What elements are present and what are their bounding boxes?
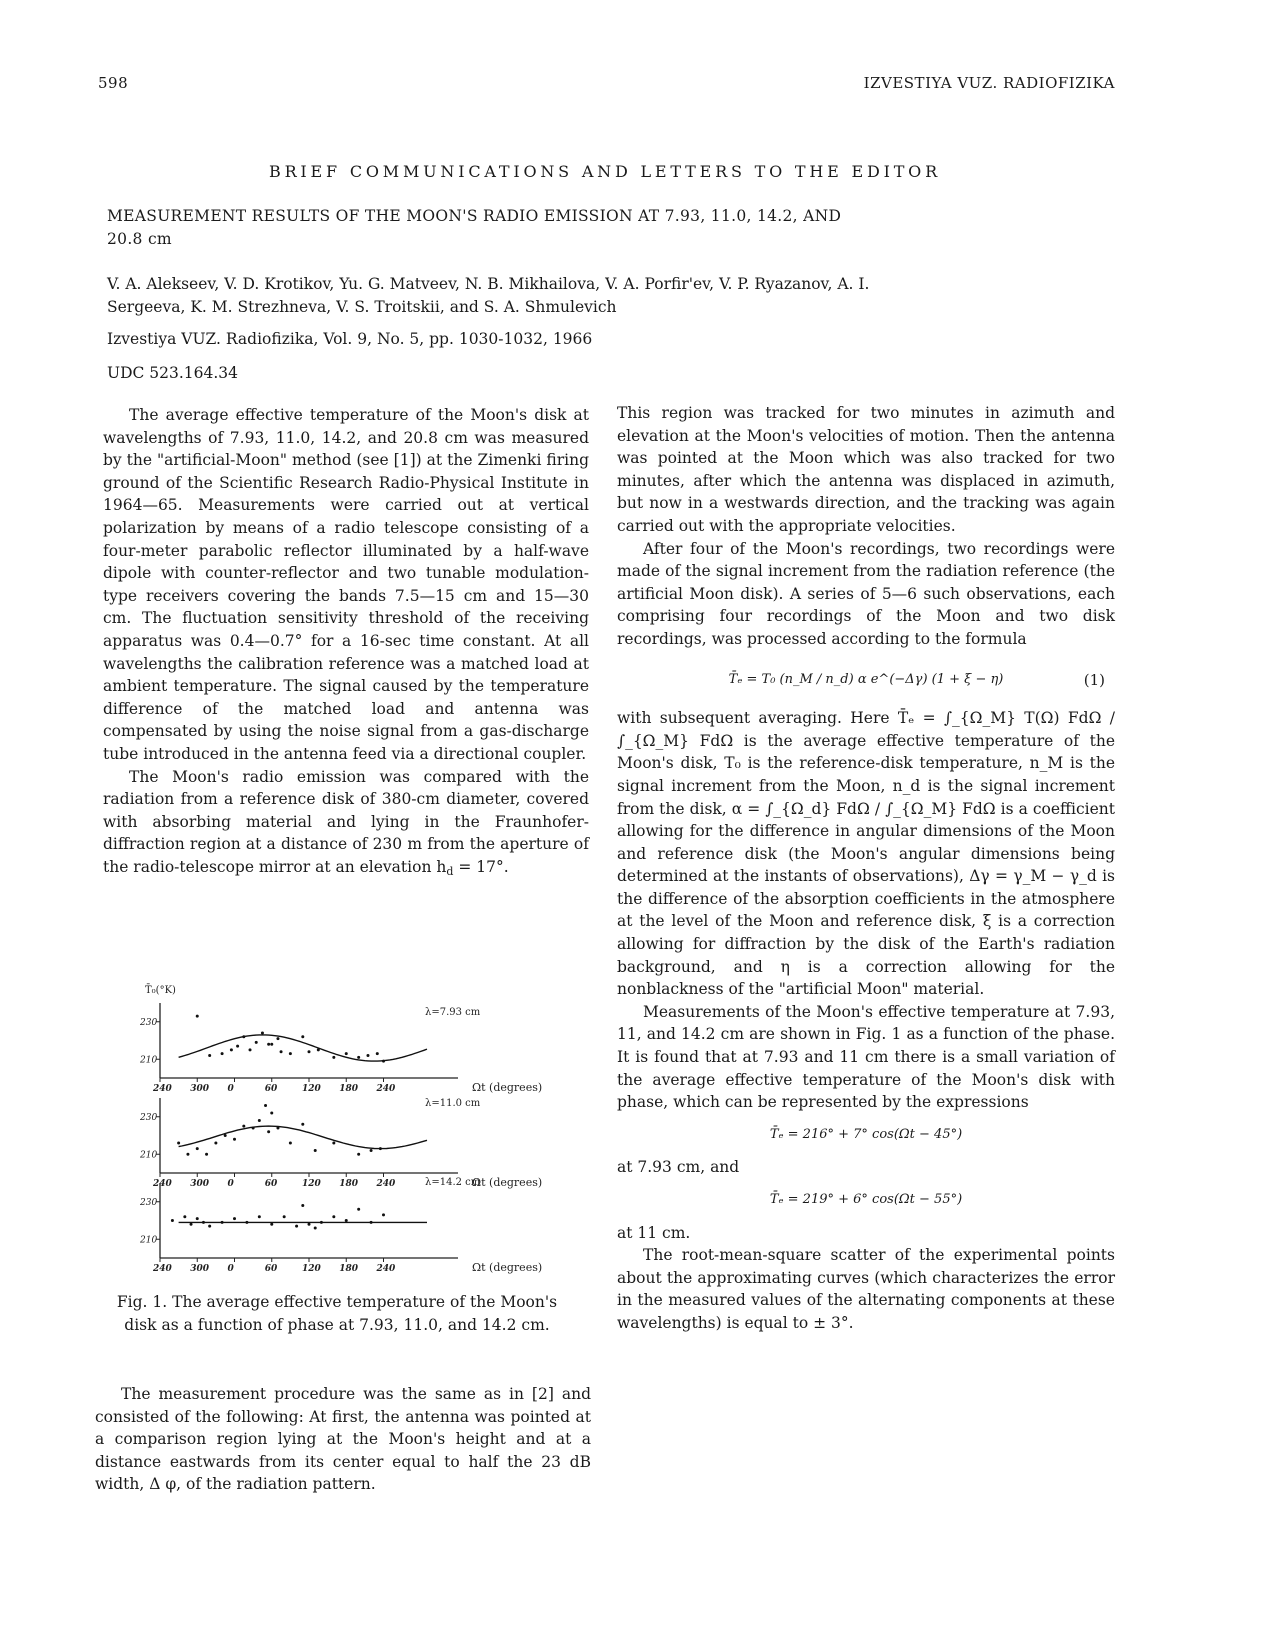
data-point bbox=[357, 1153, 360, 1156]
x-tick-label: 60 bbox=[264, 1264, 278, 1274]
data-point bbox=[332, 1142, 335, 1145]
section-heading: BRIEF COMMUNICATIONS AND LETTERS TO THE EDITOR bbox=[269, 162, 941, 181]
data-point bbox=[283, 1215, 286, 1218]
data-point bbox=[345, 1219, 348, 1222]
data-point bbox=[308, 1223, 311, 1226]
journal-name: IZVESTIYA VUZ. RADIOFIZIKA bbox=[863, 74, 1115, 92]
x-tick-label: 120 bbox=[302, 1264, 321, 1274]
x-axis-label: Ωt (degrees) bbox=[472, 1081, 543, 1094]
data-point bbox=[221, 1052, 224, 1055]
data-point bbox=[357, 1208, 360, 1211]
data-point bbox=[190, 1223, 193, 1226]
y-axis-label: T̄₀(°K) bbox=[145, 985, 176, 996]
data-point bbox=[196, 1147, 199, 1150]
chart-panel-1 bbox=[140, 1003, 542, 1094]
y-tick-label: 230 bbox=[140, 1112, 158, 1123]
x-tick-label: 240 bbox=[376, 1179, 396, 1189]
data-point bbox=[376, 1052, 379, 1055]
data-point bbox=[345, 1052, 348, 1055]
x-tick-label: 240 bbox=[153, 1084, 172, 1094]
data-point bbox=[370, 1149, 373, 1152]
data-point bbox=[308, 1050, 311, 1053]
data-point bbox=[332, 1056, 335, 1059]
data-point bbox=[270, 1043, 273, 1046]
paragraph: The Moon's radio emission was compared with the radiation from a reference disk of 380-cm diameter, covered with absorbing material and lying in the Fraunhofer-diffraction region at a distance of 230 m from the aperture of the radio-telescope mirror at an elevation $h_d = 17^\circ$. bbox=[103, 767, 589, 878]
data-point bbox=[255, 1041, 258, 1044]
left-column-bottom bbox=[95, 1383, 591, 1496]
data-point bbox=[236, 1045, 239, 1048]
data-point bbox=[230, 1048, 233, 1051]
x-tick-label: 120 bbox=[302, 1179, 321, 1189]
y-tick-label: 210 bbox=[140, 1055, 158, 1066]
data-point bbox=[258, 1119, 261, 1122]
x-tick-label: 180 bbox=[339, 1084, 359, 1094]
data-point bbox=[301, 1035, 304, 1038]
data-point bbox=[258, 1215, 261, 1218]
y-tick-label: 210 bbox=[140, 1150, 158, 1161]
data-point bbox=[249, 1048, 252, 1051]
paper-title: MEASUREMENT RESULTS OF THE MOON'S RADIO EMISSION AT 7.93, 11.0, 14.2, AND 20.8 cm bbox=[107, 207, 842, 248]
series-title: λ=14.2 cm bbox=[425, 1177, 481, 1188]
fit-curve bbox=[179, 1126, 427, 1149]
equation-1 bbox=[617, 669, 1115, 692]
data-point bbox=[264, 1104, 267, 1107]
x-tick-label: 300 bbox=[190, 1084, 210, 1094]
series-title: λ=11.0 cm bbox=[425, 1098, 481, 1109]
x-tick-label: 240 bbox=[376, 1084, 396, 1094]
paragraph: with subsequent averaging. Here T̄ₑ = ∫_{Ω_M} T(Ω) FdΩ / ∫_{Ω_M} FdΩ is the average effective temperature of the Moon's disk, T₀ is the reference-disk temperature, n_M is the signal increment from the Moon, n_d is the signal increment from the disk, α = ∫_{Ω_d} FdΩ / ∫_{Ω_M} FdΩ is a coefficient allowing for the difference in angular dimensions of the Moon and reference disk (the Moon's angular dimensions being determined at the instants of observations), Δγ = γ_M − γ_d is the difference of the absorption coefficients in the atmosphere at the level of the Moon and reference disk, ξ is a correction allowing for diffraction by the disk of the Earth's radiation background, and η is a correction allowing for the nonblackness of the "artificial Moon" material. bbox=[617, 709, 1115, 999]
udc-code: UDC 523.164.34 bbox=[107, 364, 239, 382]
data-point bbox=[208, 1225, 211, 1228]
y-tick-label: 230 bbox=[140, 1197, 158, 1208]
data-point bbox=[233, 1138, 236, 1141]
data-point bbox=[214, 1142, 217, 1145]
paragraph: The measurement procedure was the same as in [2] and consisted of the following: At first, the antenna was pointed at a comparison region lying at the Moon's height and at a distance eastwards from its center equal to half the 23 dB width, Δ φ, of the radiation pattern. bbox=[95, 1385, 591, 1494]
equation-3: T̄ₑ = 219° + 6° cos(Ωt − 55°) bbox=[769, 1192, 963, 1207]
data-point bbox=[301, 1123, 304, 1126]
equation-number: (1) bbox=[1083, 670, 1105, 689]
x-tick-label: 60 bbox=[264, 1084, 278, 1094]
data-point bbox=[196, 1015, 199, 1018]
data-point bbox=[382, 1213, 385, 1216]
x-tick-label: 180 bbox=[339, 1264, 359, 1274]
data-point bbox=[267, 1043, 270, 1046]
data-point bbox=[289, 1142, 292, 1145]
data-point bbox=[357, 1056, 360, 1059]
chart-panel-3 bbox=[140, 1177, 542, 1274]
paragraph: This region was tracked for two minutes in azimuth and elevation at the Moon's velocities of motion. Then the antenna was pointed at the Moon which was also tracked for two minutes, after which the antenna was displaced in azimuth, but now in a westwards direction, and the tracking was again carried out with the appropriate velocities. bbox=[617, 404, 1115, 535]
data-point bbox=[314, 1149, 317, 1152]
data-point bbox=[171, 1219, 174, 1222]
equation-body: T̄ₑ = T₀ (n_M / n_d) α e^(−Δγ) (1 + ξ − η) bbox=[728, 671, 1004, 687]
series-title: λ=7.93 cm bbox=[425, 1007, 481, 1018]
data-point bbox=[314, 1227, 317, 1230]
citation: Izvestiya VUZ. Radiofizika, Vol. 9, No. 5, pp. 1030-1032, 1966 bbox=[107, 330, 593, 348]
data-point bbox=[267, 1130, 270, 1133]
data-point bbox=[270, 1223, 273, 1226]
left-column-top bbox=[103, 404, 589, 883]
data-point bbox=[183, 1215, 186, 1218]
data-point bbox=[270, 1112, 273, 1115]
paragraph: at 7.93 cm, and bbox=[617, 1158, 740, 1177]
x-tick-label: 0 bbox=[227, 1179, 234, 1189]
authors: V. A. Alekseev, V. D. Krotikov, Yu. G. Matveev, N. B. Mikhailova, V. A. Porfir'ev, V. P. Ryazanov, A. I. Sergeeva, K. M. Strezhneva, V. S. Troitskii, and S. A. Shmulevich bbox=[107, 275, 870, 316]
data-point bbox=[208, 1054, 211, 1057]
equation-2: T̄ₑ = 216° + 7° cos(Ωt − 45°) bbox=[769, 1126, 963, 1142]
x-tick-label: 240 bbox=[153, 1264, 172, 1274]
data-point bbox=[186, 1153, 189, 1156]
x-tick-label: 300 bbox=[190, 1179, 210, 1189]
paragraph: After four of the Moon's recordings, two recordings were made of the signal increment from the radiation reference (the artificial Moon disk). A series of 5—6 such observations, each comprising four recordings of the Moon and two disk recordings, was processed according to the formula bbox=[617, 539, 1115, 648]
data-point bbox=[276, 1037, 279, 1040]
x-tick-label: 120 bbox=[302, 1084, 321, 1094]
data-point bbox=[289, 1052, 292, 1055]
data-point bbox=[280, 1050, 283, 1053]
data-point bbox=[196, 1217, 199, 1220]
x-tick-label: 240 bbox=[376, 1264, 396, 1274]
x-tick-label: 0 bbox=[227, 1264, 234, 1274]
data-point bbox=[366, 1054, 369, 1057]
x-tick-label: 60 bbox=[264, 1179, 278, 1189]
y-tick-label: 210 bbox=[140, 1235, 158, 1246]
page-number: 598 bbox=[98, 74, 129, 92]
paragraph: The average effective temperature of the Moon's disk at wavelengths of 7.93, 11.0, 14.2, and 20.8 cm was measured by the "artificial-Moon" method (see [1]) at the Zimenki firing ground of the Scientific Research Radio-Physical Institute in 1964—65. Measurements were carried out at vertical polarization by means of a radio telescope consisting of a four-meter parabolic reflector illuminated by a half-wave dipole with counter-reflector and two tunable modulation-type receivers covering the bands 7.5—15 cm and 15—30 cm. The fluctuation sensitivity threshold of the receiving apparatus was 0.4—0.7° for a 16-sec time constant. At all wavelengths the calibration reference was a matched load at ambient temperature. The signal caused by the temperature difference of the matched load and antenna was compensated by using the noise signal from a gas-discharge tube introduced in the antenna feed via a directional coupler. bbox=[103, 406, 589, 763]
data-point bbox=[261, 1032, 264, 1035]
data-point bbox=[332, 1215, 335, 1218]
data-point bbox=[295, 1225, 298, 1228]
data-point bbox=[301, 1204, 304, 1207]
right-column bbox=[617, 402, 1115, 1335]
data-point bbox=[233, 1217, 236, 1220]
data-point bbox=[177, 1142, 180, 1145]
figure-1 bbox=[140, 978, 580, 1278]
x-axis-label: Ωt (degrees) bbox=[472, 1176, 543, 1189]
x-tick-label: 180 bbox=[339, 1179, 359, 1189]
paragraph: The root-mean-square scatter of the experimental points about the approximating curves (which characterizes the error in the measured values of the alternating components at these wavelengths) is equal to ± 3°. bbox=[617, 1246, 1115, 1332]
x-axis-label: Ωt (degrees) bbox=[472, 1261, 543, 1274]
paragraph: Measurements of the Moon's effective temperature at 7.93, 11, and 14.2 cm are shown in Fig. 1 as a function of the phase. It is found that at 7.93 and 11 cm there is a small variation of the average effective temperature of the Moon's disk with phase, which can be represented by the expressions bbox=[617, 1002, 1115, 1112]
fit-curve bbox=[179, 1035, 427, 1061]
x-tick-label: 300 bbox=[190, 1264, 210, 1274]
figure-caption: Fig. 1. The average effective temperature of the Moon's disk as a function of phase at 7.93, 11.0, and 14.2 cm. bbox=[116, 1293, 558, 1334]
paragraph: at 11 cm. bbox=[617, 1223, 691, 1242]
x-tick-label: 240 bbox=[153, 1179, 172, 1189]
y-tick-label: 230 bbox=[140, 1017, 158, 1028]
data-point bbox=[205, 1153, 208, 1156]
chart-panel-2 bbox=[140, 1098, 542, 1189]
data-point bbox=[242, 1125, 245, 1128]
x-tick-label: 0 bbox=[227, 1084, 234, 1094]
